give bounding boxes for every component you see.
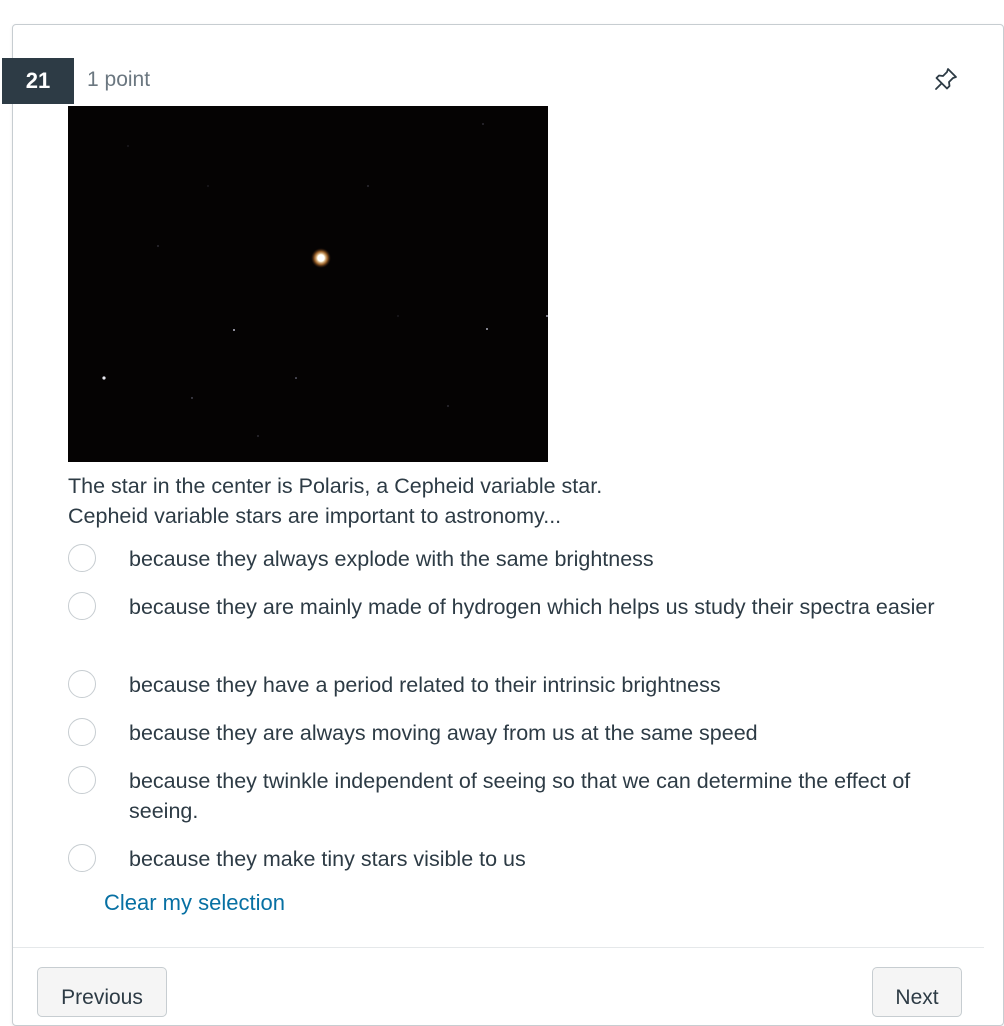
footer-divider: [13, 947, 984, 948]
answer-radio-2[interactable]: [68, 592, 96, 620]
answer-radio-4[interactable]: [68, 718, 96, 746]
next-button[interactable]: Next: [872, 967, 962, 1017]
clear-selection-link[interactable]: Clear my selection: [104, 890, 285, 915]
question-text: [68, 471, 602, 531]
answer-label-2: because they are mainly made of hydrogen which helps us study their spectra easier: [129, 595, 935, 619]
question-number-badge: 21: [2, 58, 74, 104]
answer-label-6: because they make tiny stars visible to us: [129, 847, 526, 871]
answer-label-4: because they are always moving away from us at the same speed: [129, 721, 758, 745]
question-text-line-2: Cepheid variable stars are important to astronomy...: [68, 504, 562, 528]
question-text-line-1: The star in the center is Polaris, a Cepheid variable star.: [68, 474, 603, 498]
answer-radio-6[interactable]: [68, 844, 96, 872]
answer-label-3: because they have a period related to their intrinsic brightness: [129, 673, 721, 697]
question-points: 1 point: [87, 68, 151, 91]
previous-button[interactable]: Previous: [37, 967, 167, 1017]
answer-radio-1[interactable]: [68, 544, 96, 572]
polaris-star-image: [68, 106, 548, 462]
answer-radio-5[interactable]: [68, 766, 96, 794]
answer-label-5: because they twinkle independent of seeing so that we can determine the effect of seeing.: [129, 769, 911, 823]
answer-label-1: because they always explode with the same brightness: [129, 547, 654, 571]
answer-radio-3[interactable]: [68, 670, 96, 698]
pin-icon[interactable]: [932, 65, 960, 93]
